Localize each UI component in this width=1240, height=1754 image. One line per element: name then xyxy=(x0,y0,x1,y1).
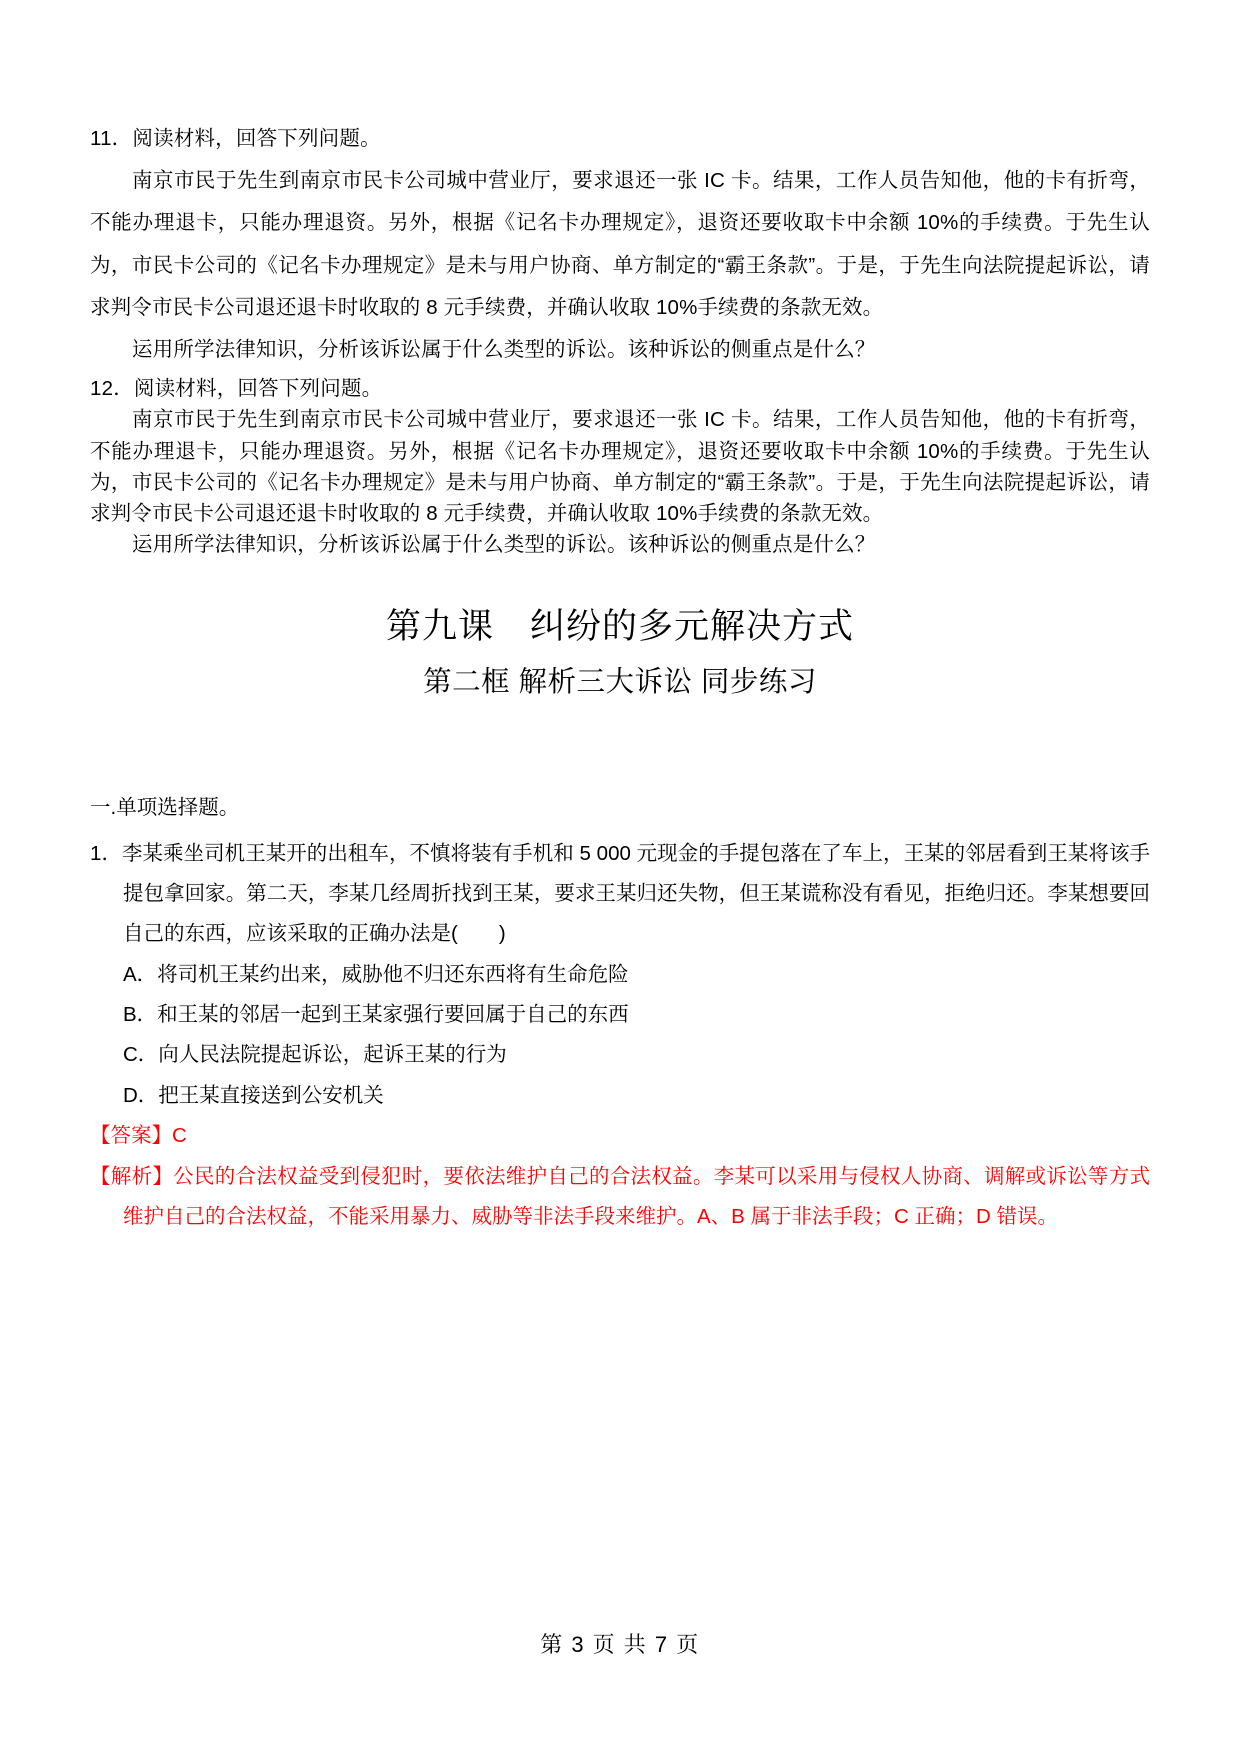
material-11-body: 南京市民于先生到南京市民卡公司城中营业厅，要求退还一张 IC 卡。结果，工作人员告知他，他的卡有折弯，不能办理退卡，只能办理退资。另外，根据《记名卡办理规定》，退资还要收取卡中余额 10%的手续费。于先生认为，市民卡公司的《记名卡办理规定》是未与用户协商、单方制定的“霸王条款”。于是，于先生向法院提起诉讼，请求判令市民卡公司退还退卡时收取的 8 元手续费，并确认收取 10%手续费的条款无效。 xyxy=(90,169,1150,319)
spacer-between-titles xyxy=(90,650,1150,664)
exercise-item-1 xyxy=(90,834,1150,1238)
exercise-1-analysis: 【解析】公民的合法权益受到侵犯时，要依法维护自己的合法权益。李某可以采用与侵权人协商、调解或诉讼等方式维护自己的合法权益，不能采用暴力、威胁等非法手段来维护。A、B 属于非法手段；C 正确；D 错误。 xyxy=(90,1164,1150,1228)
spacer-before-title xyxy=(90,560,1150,604)
material-block-11 xyxy=(90,0,1150,371)
exercise-1-answer: 【答案】C xyxy=(90,1124,187,1148)
material-12-heading: 12．阅读材料，回答下列问题。 xyxy=(90,377,383,401)
exercise-1-option-a[interactable]: A．将司机王某约出来，威胁他不归还东西将有生命危险 xyxy=(123,962,629,986)
material-block-12 xyxy=(90,371,1150,560)
lesson-title: 第九课 纠纷的多元解决方式 xyxy=(385,607,854,647)
page-footer: 第 3 页 共 7 页 xyxy=(540,1632,700,1657)
exercise-1-option-d[interactable]: D．把王某直接送到公安机关 xyxy=(123,1083,384,1107)
material-12-question: 运用所学法律知识，分析该诉讼属于什么类型的诉讼。该种诉讼的侧重点是什么？ xyxy=(132,533,876,557)
material-11-heading: 11．阅读材料，回答下列问题。 xyxy=(90,127,381,150)
exercise-1-option-b[interactable]: B．和王某的邻居一起到王某家强行要回属于自己的东西 xyxy=(123,1003,629,1027)
material-11-question: 运用所学法律知识，分析该诉讼属于什么类型的诉讼。该种诉讼的侧重点是什么？ xyxy=(132,338,876,362)
spacer-after-subtitle xyxy=(90,701,1150,793)
spacer-before-q1 xyxy=(90,824,1150,834)
exercise-1-stem: 1．李某乘坐司机王某开的出租车，不慎将装有手机和 5 000 元现金的手提包落在了车上，王某的邻居看到王某将该手提包拿回家。第二天，李某几经周折找到王某，要求王某归还失物，但王某谎称没有看见，拒绝归还。李某想要回自己的东西，应该采取的正确办法是( ) xyxy=(90,841,1150,946)
lesson-subtitle: 第二框 解析三大诉讼 同步练习 xyxy=(423,665,817,698)
material-12-body: 南京市民于先生到南京市民卡公司城中营业厅，要求退还一张 IC 卡。结果，工作人员告知他，他的卡有折弯，不能办理退卡，只能办理退资。另外，根据《记名卡办理规定》，退资还要收取卡中余额 10%的手续费。于先生认为，市民卡公司的《记名卡办理规定》是未与用户协商、单方制定的“霸王条款”。于是，于先生向法院提起诉讼，请求判令市民卡公司退还退卡时收取的 8 元手续费，并确认收取 10%手续费的条款无效。 xyxy=(90,408,1150,525)
exercise-1-option-c[interactable]: C．向人民法院提起诉讼，起诉王某的行为 xyxy=(123,1043,507,1067)
exercise-section-label: 一.单项选择题。 xyxy=(90,795,240,819)
